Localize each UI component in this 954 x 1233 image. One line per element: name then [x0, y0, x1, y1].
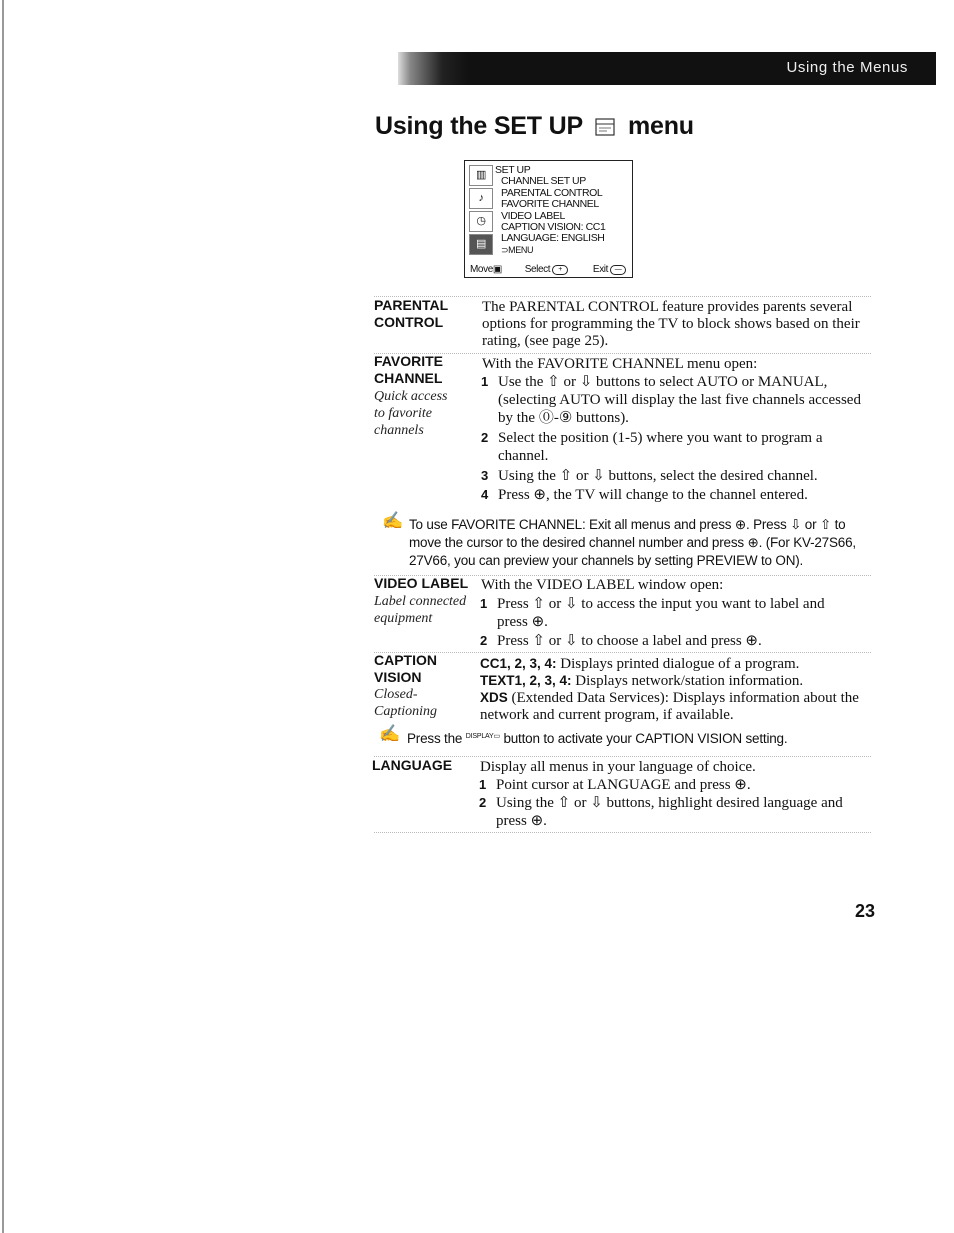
menu-line: FAVORITE CHANNEL — [501, 198, 599, 211]
menu-icon-column — [469, 165, 493, 257]
step-number: 2 — [480, 633, 488, 648]
video-label-subtitle — [374, 593, 466, 627]
caption-label-line: VISION — [374, 669, 422, 685]
caption-item-term: CC1, 2, 3, 4: — [480, 656, 557, 671]
step-text: Use the ⇧ or ⇩ buttons to select AUTO or MANUAL, (selecting AUTO will display the last five channels accessed by the ⓪-⑨ buttons). — [498, 374, 861, 426]
setup-icon — [595, 118, 615, 136]
menu-footer-select-label: Select — [524, 263, 551, 275]
display-button-label: DISPLAY — [465, 733, 494, 740]
select-button-icon: + — [552, 265, 568, 275]
video-label-step — [480, 632, 875, 650]
video-label-subtitle-line: Label connected — [374, 594, 467, 609]
parental-label-line: CONTROL — [374, 314, 444, 330]
section-divider — [374, 832, 871, 833]
favorite-step — [481, 486, 876, 504]
step-number: 1 — [479, 777, 487, 792]
note-pencil-icon: ✍ — [379, 724, 401, 743]
menu-line-return: ⊃MENU — [501, 244, 534, 255]
menu-footer-exit-label: Exit — [592, 263, 608, 275]
menu-line-title: SET UP — [495, 164, 531, 176]
caption-item-term: TEXT1, 2, 3, 4: — [480, 673, 572, 688]
menu-footer — [470, 264, 628, 275]
favorite-subtitle — [374, 388, 447, 439]
favorite-step — [481, 373, 876, 427]
caption-item-text: (Extended Data Services): Displays information about the network and current program, if available. — [480, 690, 859, 723]
setup-selected-icon: ▤ — [469, 234, 493, 255]
timer-icon: ◷ — [469, 211, 493, 232]
caption-item — [480, 655, 870, 673]
caption-item-term: XDS — [480, 690, 508, 705]
menu-line: PARENTAL CONTROL — [501, 186, 603, 199]
menu-line: VIDEO LABEL — [501, 209, 565, 222]
step-number: 4 — [481, 487, 489, 502]
menu-line-return-label: MENU — [508, 244, 534, 255]
step-number: 1 — [480, 596, 488, 611]
language-intro: Display all menus in your language of choice. — [480, 759, 756, 775]
favorite-step — [481, 429, 876, 465]
favorite-label — [374, 353, 443, 387]
favorite-label-line: CHANNEL — [374, 370, 443, 386]
menu-footer-move-label: Move — [470, 263, 493, 275]
favorite-subtitle-line: to favorite — [374, 406, 432, 421]
section-divider — [374, 652, 871, 653]
display-button-icon: DISPLAY▭ — [465, 733, 500, 740]
step-text: Press ⇧ or ⇩ to choose a label and press ⊕. — [497, 633, 762, 649]
step-text: Using the ⇧ or ⇩ buttons, select the desired channel. — [498, 468, 818, 484]
caption-note-end: button to activate your CAPTION VISION setting. — [503, 731, 788, 746]
exit-button-icon: — — [610, 265, 626, 275]
favorite-intro: With the FAVORITE CHANNEL menu open: — [482, 356, 758, 372]
menu-footer-exit — [593, 264, 628, 275]
video-label-step — [480, 595, 875, 631]
section-header-bar — [398, 52, 936, 85]
page-number: 23 — [855, 901, 876, 921]
favorite-subtitle-line: Quick access — [374, 389, 448, 404]
step-number: 2 — [481, 430, 489, 445]
caption-subtitle-line: Closed- — [374, 687, 418, 702]
favorite-subtitle-line: channels — [374, 423, 424, 438]
page-title — [375, 112, 694, 141]
step-text: Using the ⇧ or ⇩ buttons, highlight desired language and press ⊕. — [496, 795, 843, 829]
video-label-subtitle-line: equipment — [374, 611, 433, 626]
page-edge-rule — [2, 0, 4, 1233]
caption-item-text: Displays network/station information. — [571, 673, 804, 689]
parental-label-line: PARENTAL — [374, 297, 449, 313]
note-pencil-icon: ✍ — [382, 511, 404, 530]
step-text: Select the position (1-5) where you want to program a channel. — [498, 430, 823, 464]
caption-item-text: Displays printed dialogue of a program. — [556, 656, 800, 672]
step-number: 3 — [481, 468, 489, 483]
language-label: LANGUAGE — [372, 757, 453, 773]
video-label-intro: With the VIDEO LABEL window open: — [481, 577, 724, 593]
menu-footer-move — [470, 264, 502, 275]
parental-text: The PARENTAL CONTROL feature provides parents several options for programming the TV to block shows based on their rating, (see page 25). — [482, 299, 860, 349]
video-label-label: VIDEO LABEL — [374, 575, 469, 591]
step-number: 2 — [479, 795, 487, 810]
caption-note-start: Press the — [407, 731, 463, 746]
page-title-start: Using the SET UP — [375, 112, 583, 140]
audio-note-icon: ♪ — [469, 188, 493, 209]
menu-line: CAPTION VISION: CC1 — [501, 221, 606, 234]
caption-note — [407, 728, 872, 748]
menu-line: LANGUAGE: ENGLISH — [501, 232, 605, 245]
section-header-title: Using the Menus — [786, 59, 908, 76]
caption-subtitle-line: Captioning — [374, 704, 438, 719]
caption-label — [374, 652, 437, 686]
menu-lines — [495, 165, 605, 256]
menu-footer-select — [525, 264, 570, 275]
caption-label-line: CAPTION — [374, 652, 437, 668]
step-number: 1 — [481, 374, 489, 389]
favorite-label-line: FAVORITE — [374, 353, 443, 369]
section-divider — [374, 296, 871, 297]
step-text: Press ⇧ or ⇩ to access the input you want to label and press ⊕. — [497, 596, 825, 630]
language-step — [479, 776, 874, 794]
menu-line: CHANNEL SET UP — [501, 175, 586, 188]
language-step — [479, 794, 874, 830]
step-text: Press ⊕, the TV will change to the channel entered. — [498, 487, 808, 503]
video-icon: ▥ — [469, 165, 493, 186]
caption-item — [480, 689, 870, 724]
step-text: Point cursor at LANGUAGE and press ⊕. — [496, 777, 751, 793]
move-arrows-icon: ▣ — [492, 263, 502, 275]
favorite-step — [481, 467, 876, 485]
parental-label — [374, 297, 448, 331]
caption-item — [480, 672, 870, 690]
favorite-note: To use FAVORITE CHANNEL: Exit all menus and press ⊕. Press ⇩ or ⇧ to move the cursor to the desired channel number and press ⊕. (For KV-27S66, 27V66, you can preview your channels by setting PREVIEW to ON). — [409, 517, 856, 568]
setup-menu-screen — [464, 160, 633, 278]
caption-subtitle — [374, 686, 437, 720]
section-divider — [374, 353, 871, 354]
page-title-end: menu — [627, 112, 694, 140]
